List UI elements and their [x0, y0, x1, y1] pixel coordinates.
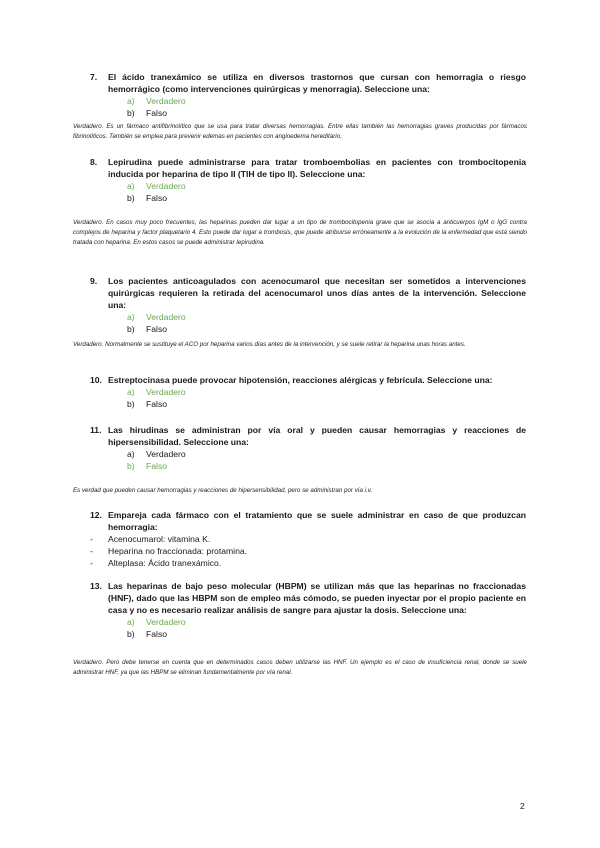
question-text: Los pacientes anticoagulados con acenocumarol que necesitan ser sometidos a intervenciones quirúrgicas requieren la retirada del acenocumarol unos días antes de la intervención. Seleccione una:: [108, 276, 526, 310]
question-number: 9.: [90, 276, 98, 286]
option-text: Verdadero: [146, 387, 186, 397]
question-number: 13.: [90, 581, 102, 591]
question-12: [0, 509, 600, 569]
bullet-dash: -: [90, 558, 93, 568]
option-b[interactable]: [0, 398, 600, 410]
option-letter: a): [127, 181, 135, 191]
bullet-dash: -: [90, 546, 93, 556]
match-text: Heparina no fraccionada: protamina.: [108, 546, 248, 556]
question-9: [0, 275, 600, 335]
option-text: Falso: [146, 193, 168, 203]
option-text: Falso: [146, 629, 168, 639]
question-text: El ácido tranexámico se utiliza en diversos trastornos que cursan con hemorragia o riesgo hemorrágico (como intervenciones quirúrgicas y menorragia). Seleccione una:: [108, 72, 526, 94]
option-letter: b): [127, 108, 135, 118]
option-text: Falso: [146, 108, 168, 118]
question-text: Las hirudinas se administran por vía oral y pueden causar hemorragias y reacciones de hipersensibilidad. Seleccione una:: [108, 425, 526, 447]
explanation-7: Verdadero. Es un fármaco antifibrinolítico que se usa para tratar diversas hemorragias. Entre ellas también las hemorragias graves producidas por fármacos fibrinolíticos. También se emplea para prevenir edemas en pacientes con angioedema hereditario.: [73, 123, 527, 140]
option-text: Falso: [146, 461, 168, 471]
question-13: [0, 580, 600, 640]
question-number: 7.: [90, 72, 98, 82]
option-a[interactable]: [0, 180, 600, 192]
question-text: Lepirudina puede administrarse para tratar tromboembolias en pacientes con trombocitopenia inducida por heparina de tipo II (TIH de tipo II). Seleccione una:: [108, 157, 526, 179]
question-11: [0, 424, 600, 472]
option-text: Falso: [146, 324, 168, 334]
option-a[interactable]: [0, 616, 600, 628]
option-letter: a): [127, 387, 135, 397]
page-number: 2: [520, 801, 525, 811]
option-letter: b): [127, 324, 135, 334]
option-letter: b): [127, 399, 135, 409]
bullet-dash: -: [90, 534, 93, 544]
option-letter: a): [127, 449, 135, 459]
option-text: Verdadero: [146, 181, 186, 191]
explanation-8: Verdadero. En casos muy poco frecuentes, las heparinas pueden dar lugar a un tipo de trombocitopenia grave que se asocia a anticuerpos IgM o IgG contra complejos de heparina y factor plaquetario 4. Esto puede dar lugar a trombosis, que puede atribuirse erróneamente a la evolución de la enfermedad que está siendo tratada con heparina. En estos casos se puede administrar lepirudina.: [73, 219, 527, 246]
option-letter: b): [127, 193, 135, 203]
question-number: 8.: [90, 157, 98, 167]
match-text: Acenocumarol: vitamina K.: [108, 534, 211, 544]
question-8: [0, 156, 600, 204]
question-text: Estreptocinasa puede provocar hipotensión, reacciones alérgicas y febrícula. Seleccione una:: [108, 375, 493, 385]
question-text: Las heparinas de bajo peso molecular (HBPM) se utilizan más que las heparinas no fraccionadas (HNF), dado que las HBPM son de empleo más cómodo, se pueden inyectar por el propio paciente en casa y no es necesario realizar análisis de sangre para ajustar la dosis. Seleccione una:: [108, 581, 526, 615]
option-a[interactable]: [0, 311, 600, 323]
option-a[interactable]: [0, 95, 600, 107]
explanation-11: Es verdad que pueden causar hemorragias y reacciones de hipersensibilidad, pero se administran por vía i.v.: [73, 487, 373, 494]
option-b[interactable]: [0, 323, 600, 335]
option-a[interactable]: [0, 386, 600, 398]
option-letter: a): [127, 96, 135, 106]
option-b[interactable]: [0, 192, 600, 204]
explanation-9: Verdadero. Normalmente se sustituye el ACO por heparina varios días antes de la intervención, y se suele retirar la heparina unas horas antes.: [73, 341, 466, 348]
option-text: Falso: [146, 399, 168, 409]
option-letter: b): [127, 461, 135, 471]
option-text: Verdadero: [146, 96, 186, 106]
option-letter: a): [127, 617, 135, 627]
question-number: 12.: [90, 510, 102, 520]
match-item: [0, 557, 600, 569]
option-text: Verdadero: [146, 449, 186, 459]
question-10: [0, 374, 600, 410]
explanation-13: Verdadero. Pero debe tenerse en cuenta que en determinados casos deben utilizarse las HNF. Un ejemplo es el caso de insuficiencia renal, donde se suele administrar HNF, ya que las HBPM se eliminan fundamentalmente por vía renal.: [73, 659, 527, 676]
question-number: 10.: [90, 375, 102, 385]
option-letter: a): [127, 312, 135, 322]
option-text: Verdadero: [146, 617, 186, 627]
option-letter: b): [127, 629, 135, 639]
match-item: [0, 545, 600, 557]
question-number: 11.: [90, 425, 102, 435]
option-b[interactable]: [0, 460, 600, 472]
option-a[interactable]: [0, 448, 600, 460]
match-item: [0, 533, 600, 545]
question-7: [0, 71, 600, 119]
option-text: Verdadero: [146, 312, 186, 322]
match-text: Alteplasa: Ácido tranexámico.: [108, 558, 222, 568]
option-b[interactable]: [0, 107, 600, 119]
option-b[interactable]: [0, 628, 600, 640]
question-text: Empareja cada fármaco con el tratamiento que se suele administrar en caso de que produzcan hemorragia:: [108, 510, 526, 532]
